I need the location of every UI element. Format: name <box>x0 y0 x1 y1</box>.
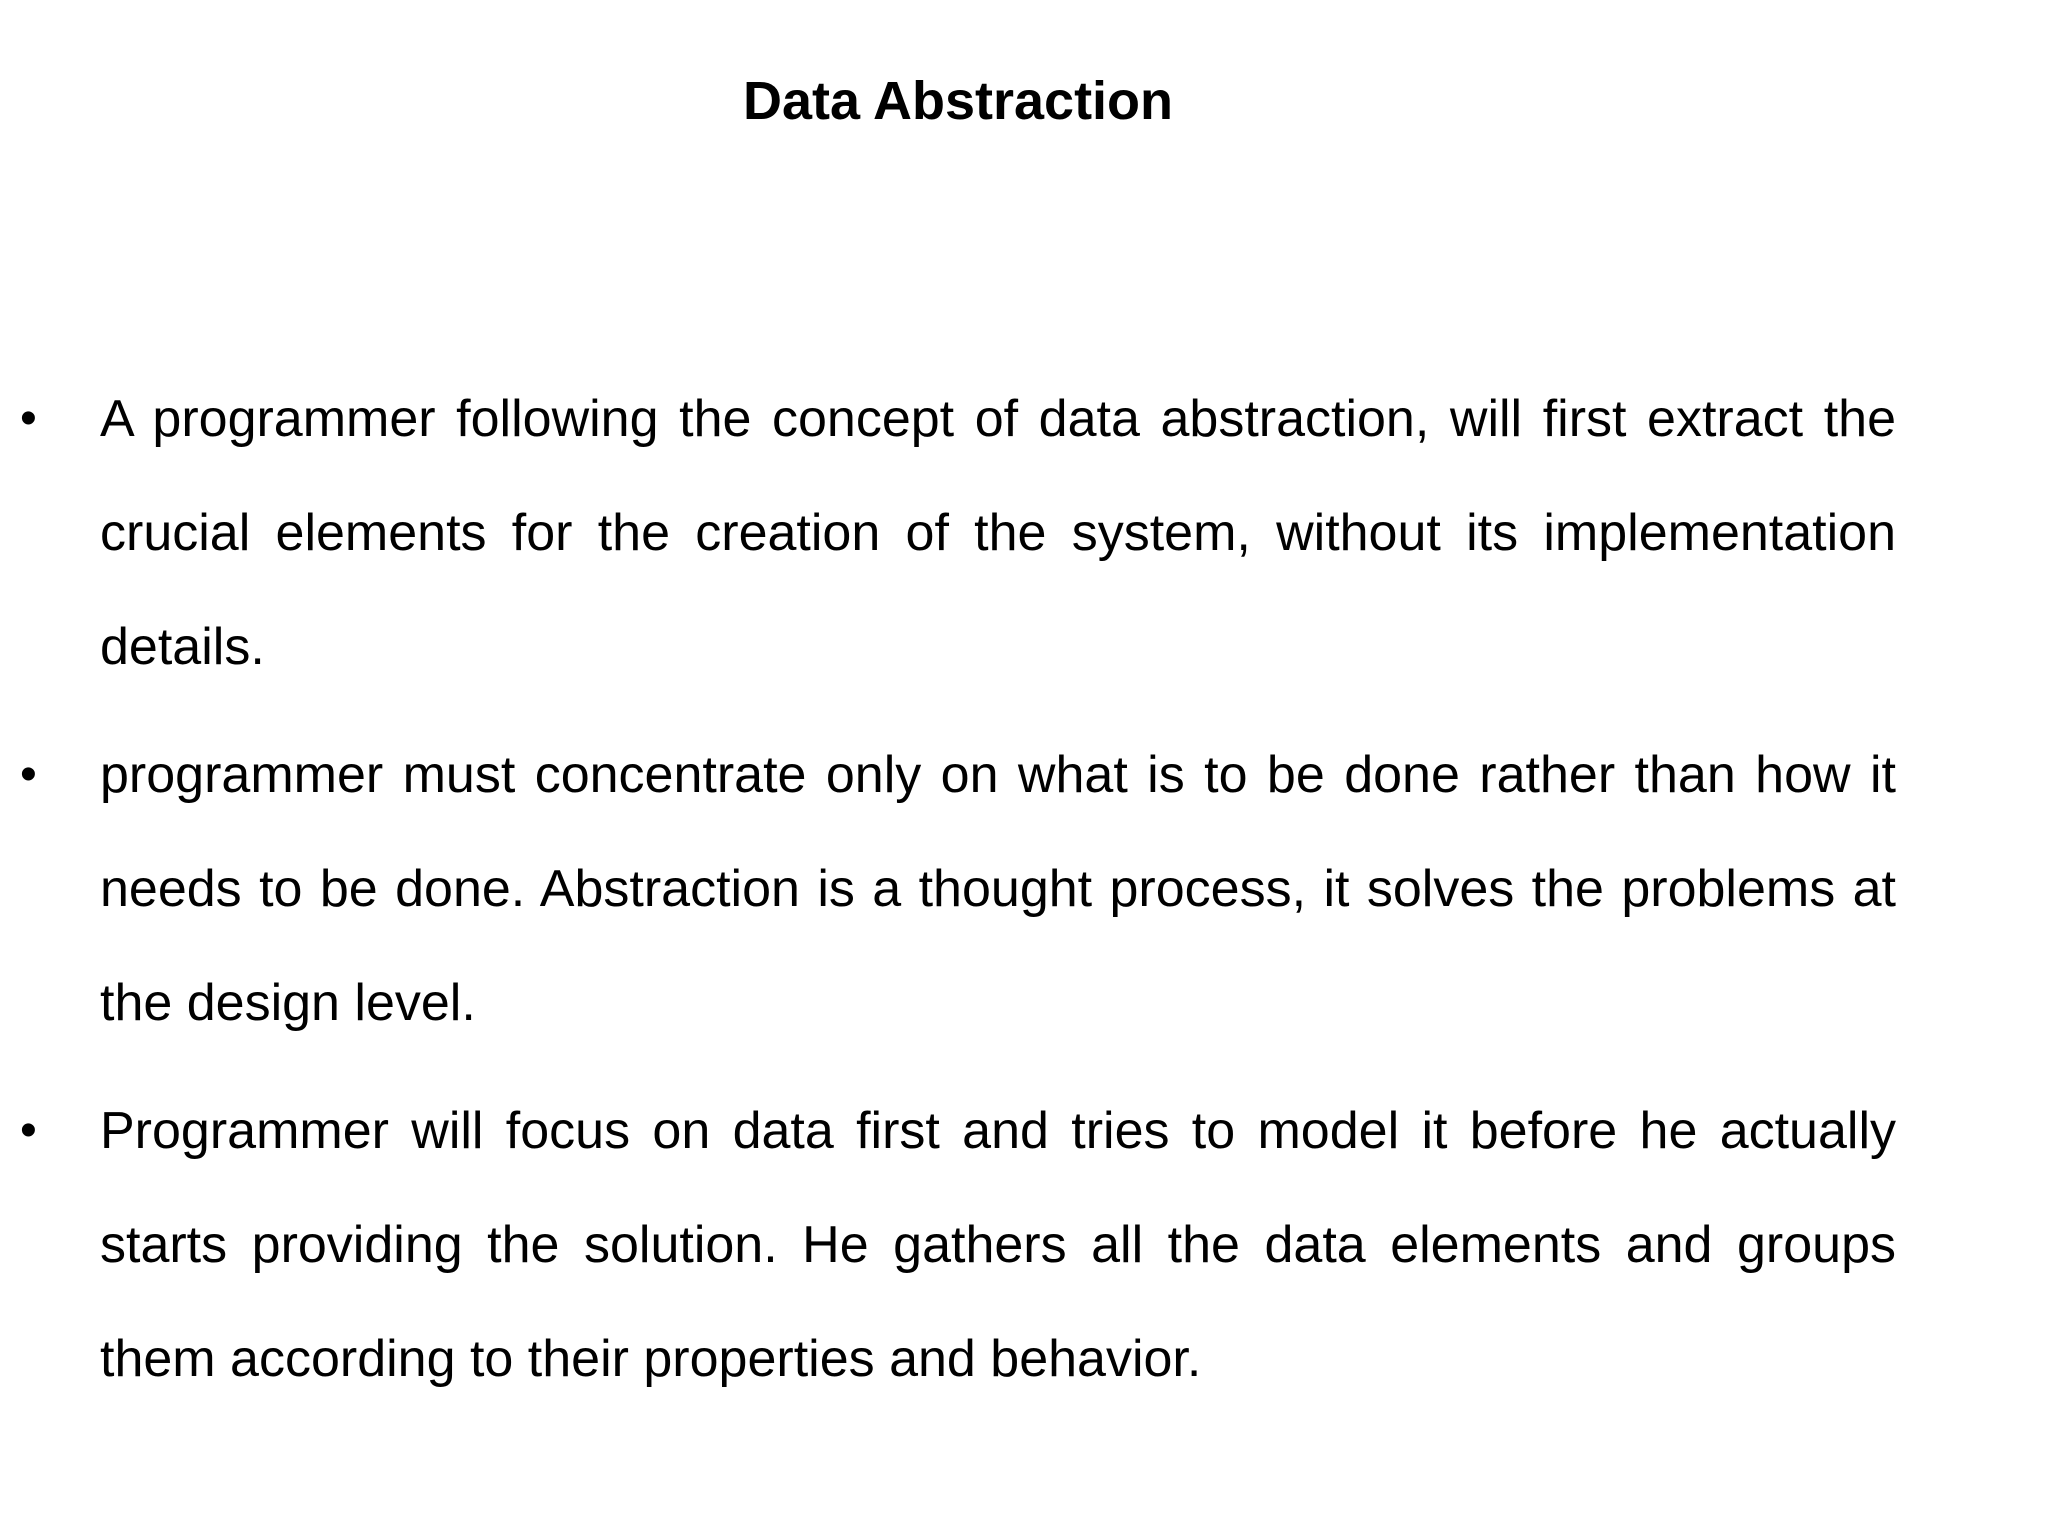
bullet-item <box>0 1074 2048 1416</box>
bullet-dot-icon: • <box>20 748 37 801</box>
bullet-item <box>0 718 2048 1060</box>
bullet-dot-icon: • <box>20 1104 37 1157</box>
bullet-text: programmer must concentrate only on what is to be done rather than how it needs to be done. Abstraction is a thought process, it solves the problems at the design level. <box>100 746 1925 1032</box>
bullet-item <box>0 362 2048 704</box>
bullet-dot-icon: • <box>20 392 37 445</box>
slide-title: Data Abstraction <box>742 71 1174 131</box>
bullet-text: A programmer following the concept of data abstraction, will first extract the crucial elements for the creation of the system, without its implementation details. <box>100 390 1911 676</box>
bullet-list <box>0 362 2048 1430</box>
bullet-text: Programmer will focus on data first and tries to model it before he actually starts providing the solution. He gathers all the data elements and groups them according to their properties and behavior. <box>100 1102 1911 1388</box>
